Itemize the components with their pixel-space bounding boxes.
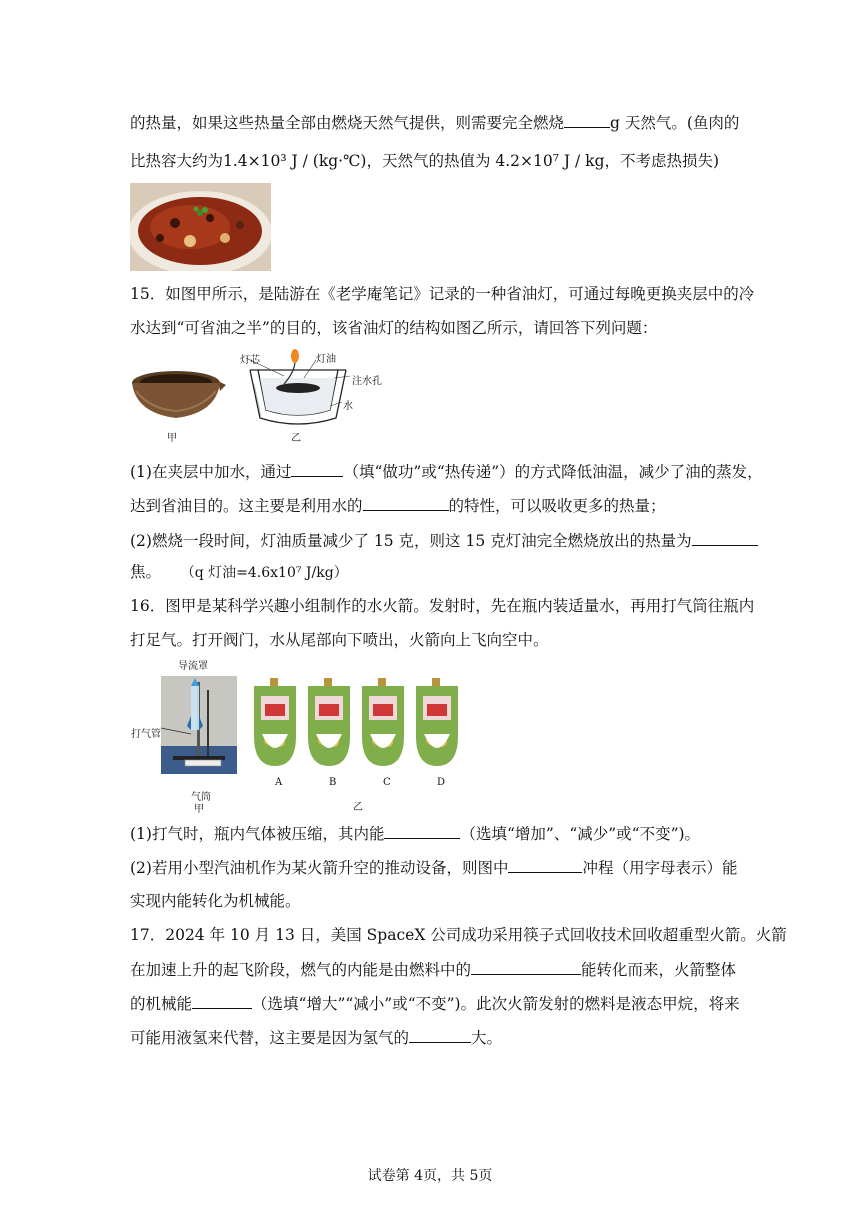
q14-line-2: 比热容大约为1.4×10³ J / (kg·℃)，天然气的热值为 4.2×10⁷ J / kg，不考虑热损失) — [130, 152, 720, 170]
q17-line-3 — [130, 992, 740, 1015]
q16-p2-text-b: 冲程（用字母表示）能 — [582, 859, 738, 877]
q16-p2-text-a: (2)若用小型汽油机作为某火箭升空的推动设备，则图中 — [130, 859, 509, 877]
fig16-yi-caption: 乙 — [353, 802, 363, 813]
q17-blank-3[interactable] — [409, 1026, 471, 1043]
q15-p1-text-d: 的特性，可以吸收更多的热量； — [448, 497, 666, 515]
stroke-label-b: B — [329, 777, 337, 788]
q16-p1-line — [130, 822, 700, 845]
q15-p2-text-b: 焦。 — [130, 563, 162, 581]
q15-p1-line-1 — [130, 460, 763, 483]
q14-text-a: 的热量，如果这些热量全部由燃烧天然气提供，则需要完全燃烧 — [130, 114, 565, 132]
q14-blank[interactable] — [564, 111, 610, 128]
label-hole: 注水孔 — [352, 376, 382, 387]
label-cover: 导流罩 — [178, 661, 208, 672]
engine-stroke-a — [254, 678, 296, 766]
fig-jia-caption: 甲 — [167, 433, 177, 444]
q16-blank-1[interactable] — [384, 822, 460, 839]
q15-p1-text-a: (1)在夹层中加水，通过 — [130, 463, 292, 481]
q16-p2-line-2: 实现内能转化为机械能。 — [130, 892, 301, 910]
q15-blank-2[interactable] — [363, 494, 449, 511]
label-water: 水 — [343, 401, 353, 412]
engine-stroke-b — [308, 678, 350, 766]
q15-blank-1[interactable] — [291, 460, 343, 477]
q17-text-a: 在加速上升的起飞阶段，燃气的内能是由燃料中的 — [130, 961, 472, 979]
engine-strokes-diagram — [248, 676, 478, 776]
q17-text-e: 可能用液氢来代替，这主要是因为氢气的 — [130, 1029, 410, 1047]
q17-line-2 — [130, 958, 736, 981]
water-rocket-photo — [161, 676, 237, 774]
fig16-jia-caption: 甲 — [194, 804, 204, 815]
engine-stroke-d — [416, 678, 458, 766]
q15-p2-line-2 — [130, 561, 348, 584]
q17-text-b: 能转化而来，火箭整体 — [581, 961, 737, 979]
label-wick: 灯芯 — [240, 355, 260, 366]
q15-heat-value: （q 灯油=4.6x10⁷ J/kg） — [180, 565, 348, 581]
q15-p2-line-1 — [130, 529, 758, 552]
fig-yi-caption: 乙 — [291, 433, 301, 444]
q15-blank-3[interactable] — [692, 529, 758, 546]
q16-line-1: 16．图甲是某科学兴趣小组制作的水火箭。发射时，先在瓶内装适量水，再用打气筒往瓶内 — [130, 597, 755, 615]
page-footer: 试卷第 4页，共 5页 — [367, 1168, 493, 1184]
q17-text-f: 大。 — [471, 1029, 503, 1047]
q15-p1-text-b: （填“做功”或“热传递”）的方式降低油温，减少了油的蒸发， — [343, 463, 763, 481]
q16-p2-line-1 — [130, 856, 737, 879]
q16-line-2: 打足气。打开阀门，水从尾部向下喷出，火箭向上飞向空中。 — [130, 631, 549, 649]
q17-text-d: （选填“增大”“减小”或“不变”)。此次火箭发射的燃料是液态甲烷，将来 — [252, 995, 740, 1013]
q15-p1-text-c: 达到省油目的。这主要是利用水的 — [130, 497, 363, 515]
q15-line-1: 15．如图甲所示，是陆游在《老学庵笔记》记录的一种省油灯，可通过每晚更换夹层中的冷 — [130, 285, 755, 303]
q15-line-2: 水达到“可省油之半”的目的，该省油灯的结构如图乙所示，请回答下列问题： — [130, 319, 658, 337]
q14-line-1 — [130, 111, 739, 134]
engine-stroke-c — [362, 678, 404, 766]
q16-p1-text-b: （选填“增加”、“减少”或“不变”)。 — [460, 825, 701, 843]
q17-text-c: 的机械能 — [130, 995, 193, 1013]
q16-blank-2[interactable] — [508, 856, 582, 873]
q17-line-1: 17．2024 年 10 月 13 日，美国 SpaceX 公司成功采用筷子式回收技术回收超重型火箭。火箭 — [130, 926, 787, 944]
q15-p1-line-2 — [130, 494, 666, 517]
q17-blank-2[interactable] — [192, 992, 252, 1009]
q17-blank-1[interactable] — [471, 958, 581, 975]
fish-dish-photo — [130, 183, 271, 271]
stroke-label-d: D — [437, 777, 446, 788]
label-tube: 打气管 — [131, 729, 161, 740]
label-pump: 气筒 — [191, 792, 211, 803]
stroke-label-a: A — [275, 777, 283, 788]
q16-p1-text-a: (1)打气时，瓶内气体被压缩，其内能 — [130, 825, 385, 843]
q14-text-b: g 天然气。(鱼肉的 — [610, 114, 740, 132]
label-oil: 灯油 — [316, 354, 336, 365]
q15-p2-text-a: (2)燃烧一段时间，灯油质量减少了 15 克，则这 15 克灯油完全燃烧放出的热量为 — [130, 532, 692, 550]
q17-line-4 — [130, 1026, 502, 1049]
stroke-label-c: C — [383, 777, 391, 788]
oil-lamp-photo — [130, 363, 226, 423]
